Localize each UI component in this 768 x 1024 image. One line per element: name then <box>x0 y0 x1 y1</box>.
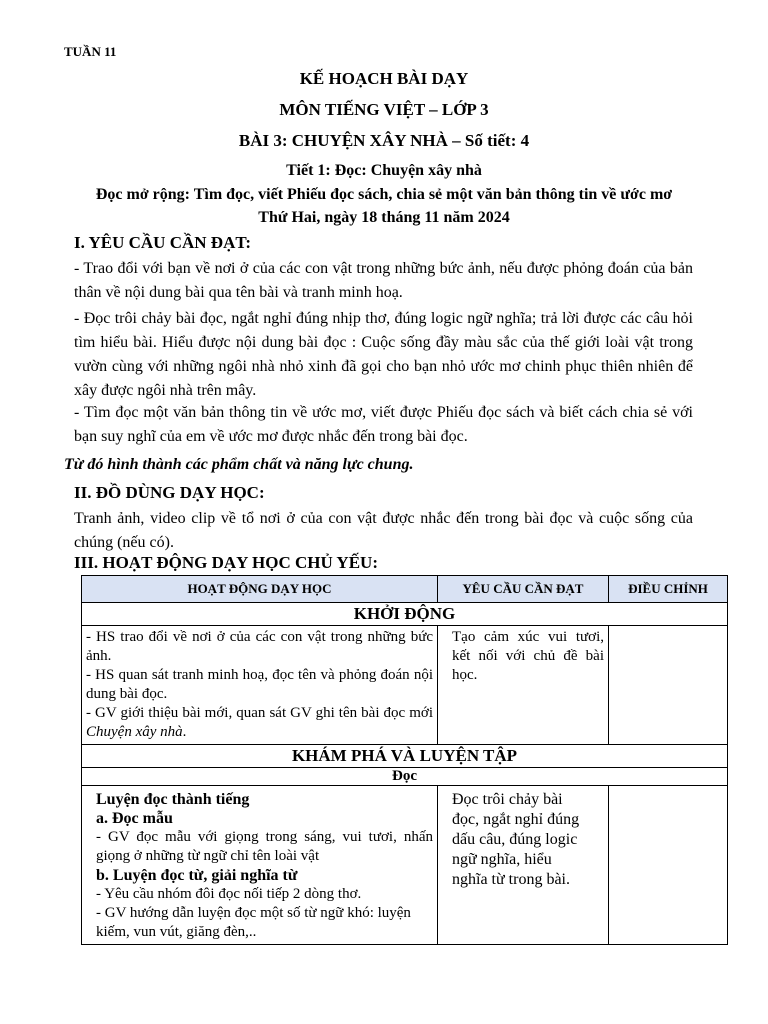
section1-p1: - Trao đổi với bạn về nơi ở của các con vật trong những bức ảnh, nếu được phỏng đoán của bản thân về nội dung bài qua tên bài và tranh minh hoạ. <box>74 260 693 301</box>
explore-req-line-1: Đọc trôi chảy bài <box>452 791 563 808</box>
warmup-activity-2: - HS quan sát tranh minh hoạ, đọc tên và phỏng đoán nội dung bài đọc. <box>86 667 433 702</box>
explore-title: KHÁM PHÁ VÀ LUYỆN TẬP <box>82 745 728 768</box>
explore-requirement <box>438 786 609 945</box>
explore-req-line-2: đọc, ngắt nghỉ đúng <box>452 811 580 828</box>
table-row <box>82 786 728 945</box>
activity-table <box>81 575 728 945</box>
lesson-date: Thứ Hai, ngày 18 tháng 11 năm 2024 <box>258 209 510 226</box>
header-activity: HOẠT ĐỘNG DẠY HỌC <box>82 576 438 603</box>
explore-a-text: - GV đọc mẫu với giọng trong sáng, vui tươi, nhấn giọng ở những từ ngữ chỉ tên loài vật <box>96 829 433 864</box>
extended-reading: Đọc mở rộng: Tìm đọc, viết Phiếu đọc sách, chia sẻ một văn bản thông tin về ước mơ <box>95 186 673 203</box>
explore-b-text-1: - Yêu cầu nhóm đôi đọc nối tiếp 2 dòng thơ. <box>96 886 362 902</box>
warmup-activity-3-suffix: . <box>182 724 187 740</box>
explore-req-line-4: ngữ nghĩa, hiểu <box>452 851 552 868</box>
explore-activities <box>82 786 438 945</box>
subject-title: MÔN TIẾNG VIỆT – LỚP 3 <box>279 100 489 119</box>
warmup-activity-1: - HS trao đổi về nơi ở của các con vật trong những bức ảnh. <box>86 629 433 664</box>
warmup-activities <box>82 626 438 745</box>
explore-b-heading: b. Luyện đọc từ, giải nghĩa từ <box>96 867 298 884</box>
doc-title: KẾ HOẠCH BÀI DẠY <box>299 69 469 88</box>
header-requirement: YÊU CẦU CẦN ĐẠT <box>438 576 609 603</box>
warmup-adjustment <box>609 626 728 745</box>
section1-conclusion: Từ đó hình thành các phẩm chất và năng lực chung. <box>64 456 414 473</box>
explore-subtitle: Đọc <box>82 768 728 786</box>
header-adjustment: ĐIỀU CHỈNH <box>609 576 728 603</box>
warmup-requirement <box>438 626 609 745</box>
warmup-title: KHỞI ĐỘNG <box>82 603 728 626</box>
section2-p1: Tranh ảnh, video clip về tổ nơi ở của con vật được nhắc đến trong bài đọc và cuộc sống của chúng (nếu có). <box>74 510 693 551</box>
explore-heading: Luyện đọc thành tiếng <box>96 791 250 808</box>
explore-b-text-2: - GV hướng dẫn luyện đọc một số từ ngữ khó: luyện kiếm, vun vút, giăng đèn,.. <box>96 905 411 940</box>
warmup-activity-3-prefix: - GV giới thiệu bài mới, quan sát GV ghi tên bài đọc mới <box>86 705 433 721</box>
section1-p2: - Đọc trôi chảy bài đọc, ngắt nghỉ đúng nhịp thơ, đúng logic ngữ nghĩa; trả lời được các câu hỏi tìm hiểu bài. Hiểu được nội dung bài đọc : Cuộc sống đầy màu sắc của thế giới loài vật trong vườn cùng với những ngôi nhà nhỏ xinh đã gọi cho bạn nhỏ ước mơ chinh phục thiên nhiên để xây được ngôi nhà trên mây. <box>74 310 693 399</box>
explore-adjustment <box>609 786 728 945</box>
explore-req-line-3: dấu câu, đúng logic <box>452 831 578 848</box>
table-row <box>82 626 728 745</box>
warmup-lesson-name: Chuyện xây nhà <box>86 724 183 740</box>
section2-heading: II. ĐỒ DÙNG DẠY HỌC: <box>74 483 265 502</box>
lesson-title: BÀI 3: CHUYỆN XÂY NHÀ – Số tiết: 4 <box>238 131 530 150</box>
section1-p3: - Tìm đọc một văn bản thông tin về ước mơ, viết được Phiếu đọc sách và biết cách chia sẻ với bạn suy nghĩ của em về ước mơ được nhắc đến trong bài đọc. <box>74 404 693 445</box>
section1-heading: I. YÊU CẦU CẦN ĐẠT: <box>74 233 252 252</box>
table-header-row <box>82 576 728 603</box>
explore-title-row <box>82 745 728 768</box>
explore-req-line-5: nghĩa từ trong bài. <box>452 871 570 888</box>
explore-a-heading: a. Đọc mẫu <box>96 810 173 827</box>
warmup-requirement-text: Tạo cảm xúc vui tươi, kết nối với chủ đề bài học. <box>452 629 604 683</box>
warmup-activity-3 <box>86 704 433 742</box>
week-label: TUẦN 11 <box>64 44 117 59</box>
explore-subtitle-row <box>82 768 728 786</box>
period-title: Tiết 1: Đọc: Chuyện xây nhà <box>286 162 482 179</box>
warmup-title-row <box>82 603 728 626</box>
section3-heading: III. HOẠT ĐỘNG DẠY HỌC CHỦ YẾU: <box>74 553 378 572</box>
